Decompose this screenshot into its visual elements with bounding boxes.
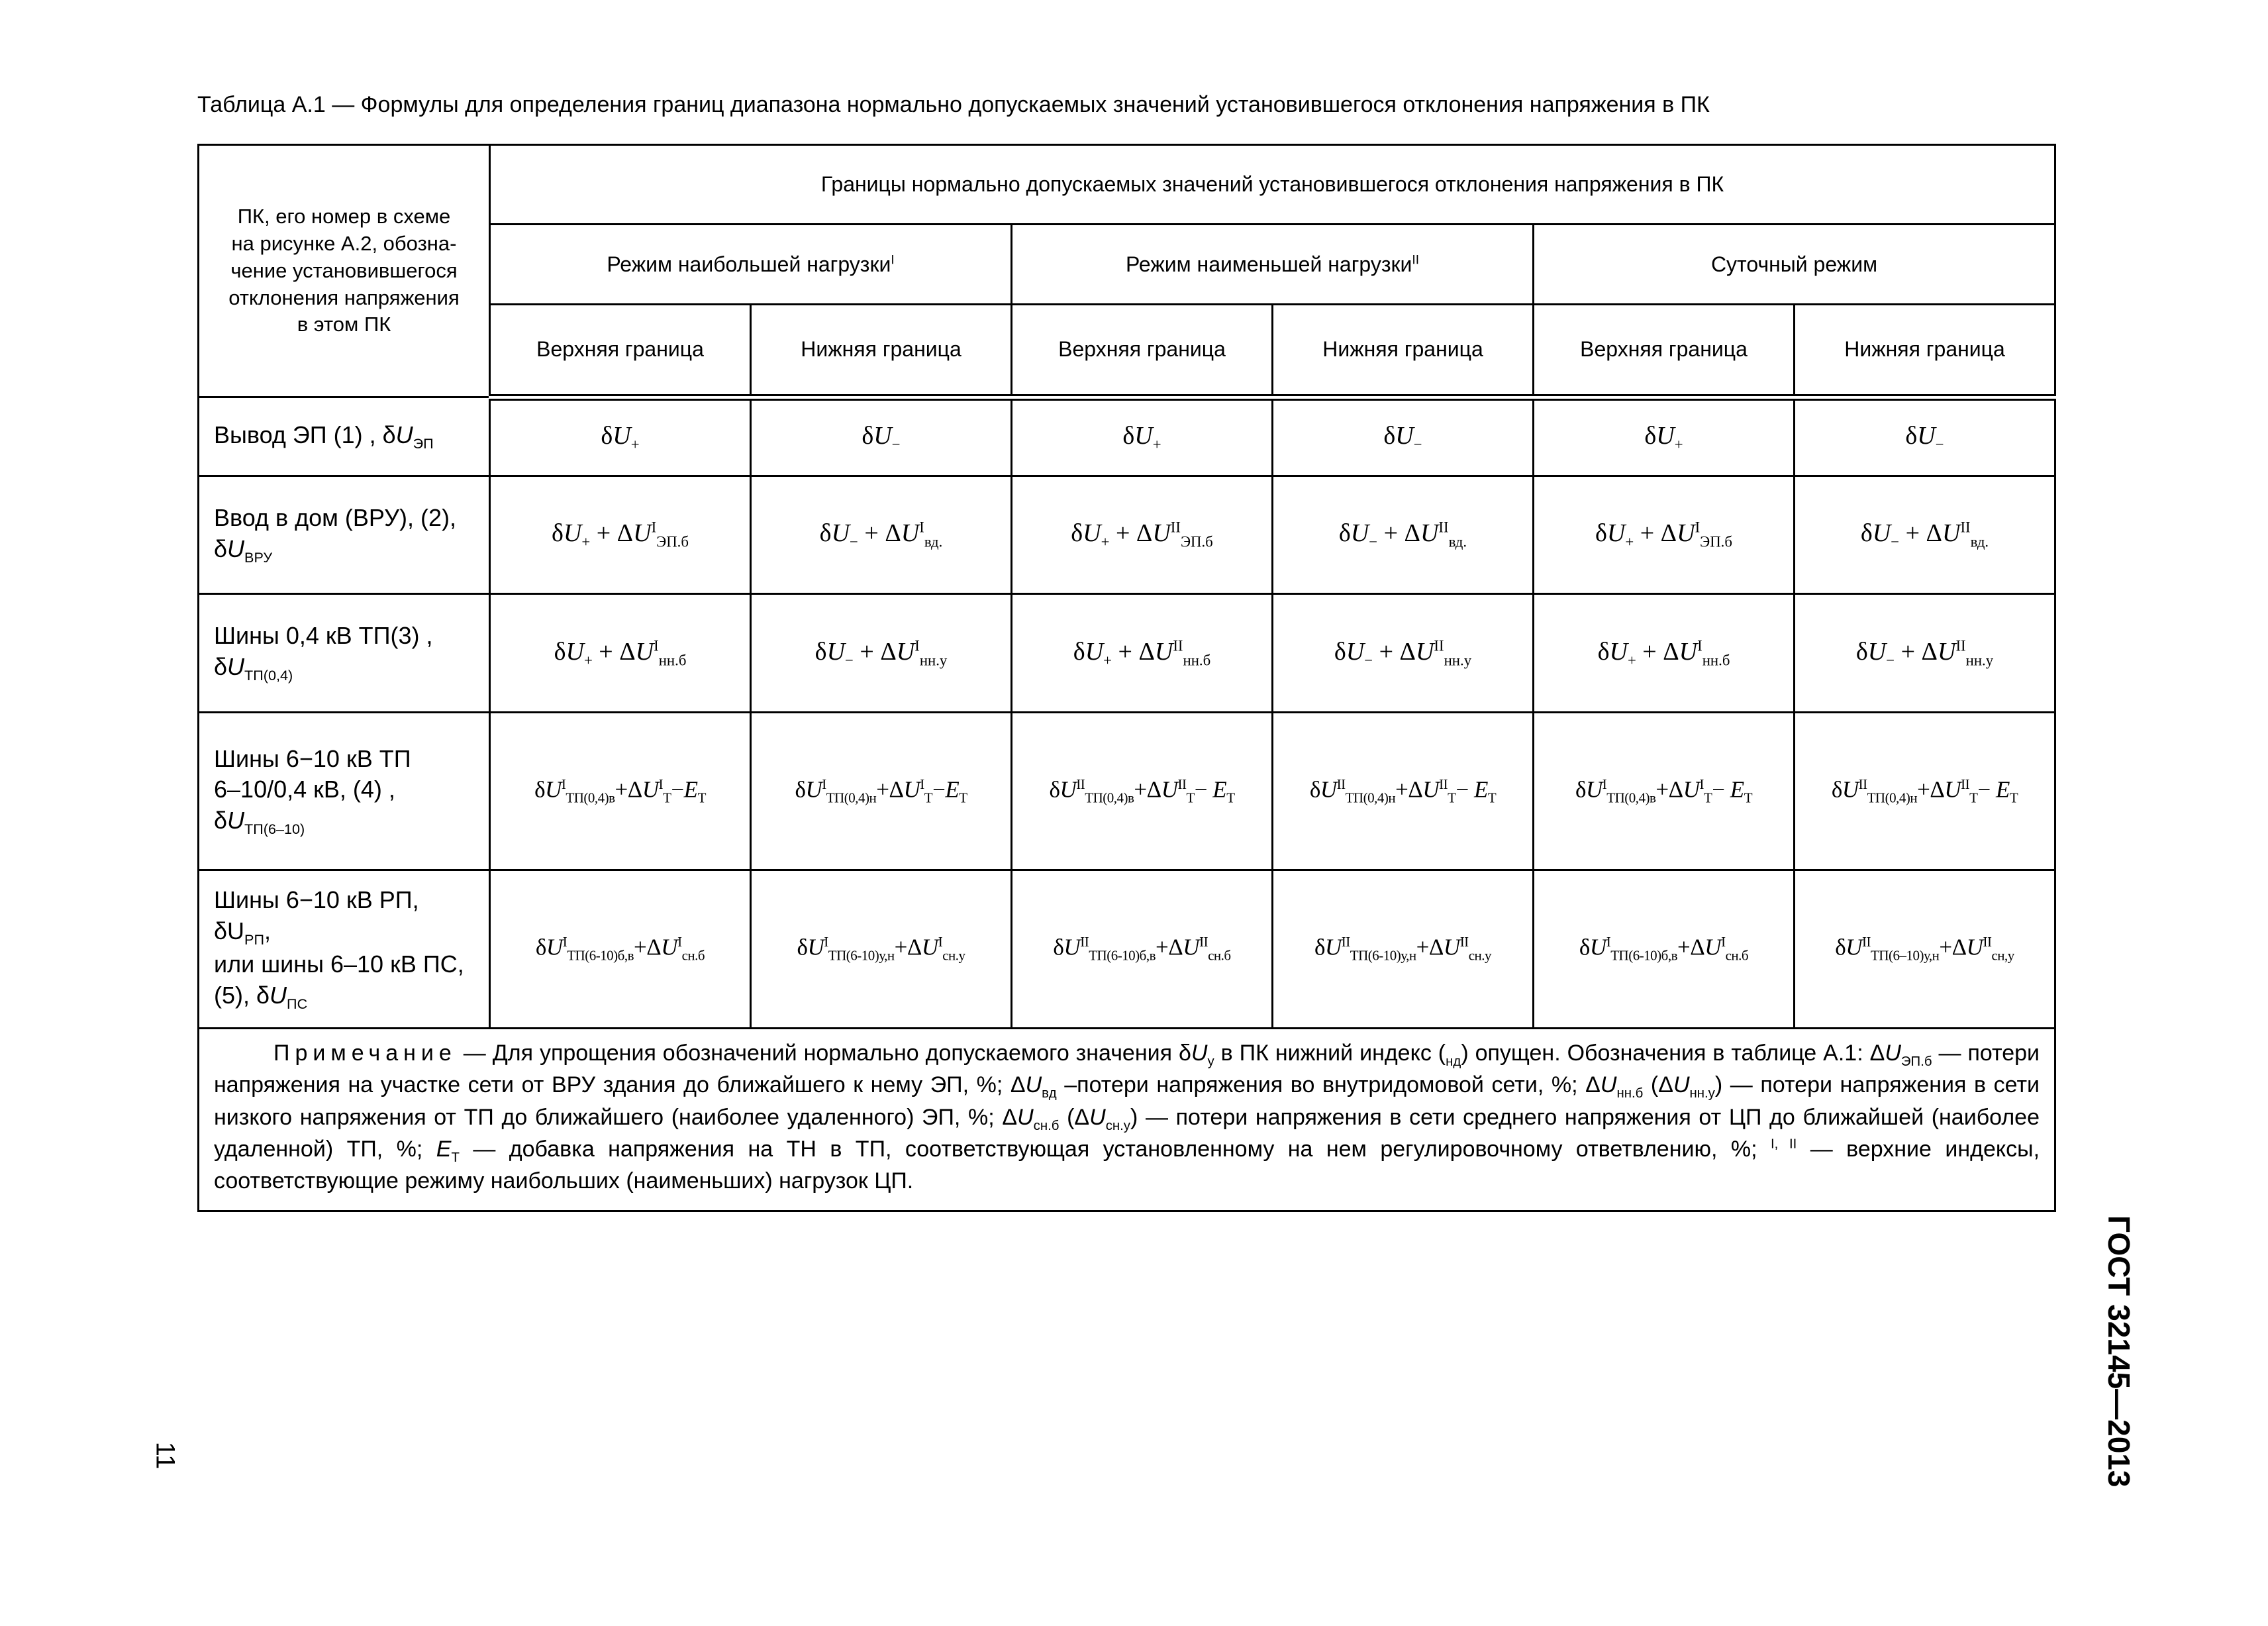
row-label: Вывод ЭП (1) , $\delta U_{ЭП}$ <box>199 397 490 476</box>
upper-bound-header: Верхняя граница <box>1012 304 1273 397</box>
formula-cell: $\delta U^I_{ТП(0,4)н}+\Delta U^I_Т-E_Т$ <box>751 712 1012 870</box>
corner-line: ПК, его номер в схеме <box>237 204 451 228</box>
formula-cell: $\delta U_+ + \Delta U^I_{нн.б}$ <box>1534 594 1795 713</box>
formula-cell: $\delta U_+ + \Delta U^I_{ЭП.б}$ <box>1534 476 1795 594</box>
formula-cell: $\delta U_- + \Delta U^I_{нн.у}$ <box>751 594 1012 713</box>
note-lead: Примечание <box>273 1041 457 1066</box>
corner-line: отклонения напряжения <box>228 285 460 309</box>
mode-min-header: Режим наименьшей нагрузки$^{II}$ <box>1012 225 1534 304</box>
formula-cell: $\delta U_+ + \Delta U^{II}_{ЭП.б}$ <box>1012 476 1273 594</box>
group-header: Границы нормально допускаемых значений установившегося отклонения напряжения в ПК <box>490 145 2055 225</box>
formula-cell: $\delta U_-$ <box>1273 397 1534 476</box>
formula-cell: $\delta U^I_{ТП(6-10)б,в}+\Delta U^I_{сн.б}$ <box>490 870 751 1029</box>
lower-bound-header: Нижняя граница <box>751 304 1012 397</box>
corner-line: в этом ПК <box>297 313 391 336</box>
row-label: Шины 6−10 кВ ТП 6–10/0,4 кВ, (4) , $\delta U_{ТП(6-10)}$ <box>199 712 490 870</box>
mode-max-header: Режим наибольшей нагрузки$^I$ <box>490 225 1012 304</box>
lower-bound-header: Нижняя граница <box>1273 304 1534 397</box>
formula-cell: $\delta U_- + \Delta U^{II}_{нн.у}$ <box>1795 594 2055 713</box>
formula-cell: $\delta U^I_{ТП(6-10)б,в}+\Delta U^I_{сн.б}$ <box>1534 870 1795 1029</box>
formula-cell: $\delta U_- + \Delta U^{II}_{нн.у}$ <box>1273 594 1534 713</box>
formula-cell: $\delta U^{II}_{ТП(0,4)н}+\Delta U^{II}_Т- E_Т$ <box>1273 712 1534 870</box>
formula-cell: $\delta U^{II}_{ТП(0,4)в}+\Delta U^{II}_Т- E_Т$ <box>1012 712 1273 870</box>
table-caption: Таблица А.1 — Формулы для определения границ диапазона нормально допускаемых значений установившегося отклонения напряжения в ПК <box>197 92 1710 117</box>
formula-cell: $\delta U_-$ <box>1795 397 2055 476</box>
formula-cell: $\delta U_+ + \Delta U^{II}_{нн.б}$ <box>1012 594 1273 713</box>
corner-line: чение установившегося <box>230 258 458 282</box>
row-label: Ввод в дом (ВРУ), (2), $\delta U_{ВРУ}$ <box>199 476 490 594</box>
formula-cell: $\delta U^I_{ТП(0,4)в}+\Delta U^I_Т-E_Т$ <box>490 712 751 870</box>
corner-line: на рисунке А.2, обозна- <box>231 231 457 255</box>
page-number: 11 <box>150 1441 180 1470</box>
lower-bound-header: Нижняя граница <box>1795 304 2055 397</box>
document-code: ГОСТ 32145—2013 <box>2102 1215 2136 1488</box>
formula-cell: $\delta U^{II}_{ТП(6-10)б,в}+\Delta U^{II}_{сн.б}$ <box>1012 870 1273 1029</box>
upper-bound-header: Верхняя граница <box>490 304 751 397</box>
formula-cell: $\delta U^{II}_{ТП(6-10)у,н}+\Delta U^{II}_{сн,у}$ <box>1795 870 2055 1029</box>
formula-cell: $\delta U_+ + \Delta U^I_{нн.б}$ <box>490 594 751 713</box>
row-label: Шины 6−10 кВ РП, $\delta U_{РП}$, или шины 6–10 кВ ПС, (5), $\delta U_{ПС}$ <box>199 870 490 1029</box>
corner-header <box>199 145 490 397</box>
formula-cell: $\delta U_+$ <box>490 397 751 476</box>
formula-cell: $\delta U^I_{ТП(6-10)у,н}+\Delta U^I_{сн.у}$ <box>751 870 1012 1029</box>
formula-cell: $\delta U_+ + \Delta U^I_{ЭП.б}$ <box>490 476 751 594</box>
formula-cell: $\delta U_- + \Delta U^I_{вд.}$ <box>751 476 1012 594</box>
formula-cell: $\delta U_-$ <box>751 397 1012 476</box>
formula-cell: $\delta U_- + \Delta U^{II}_{вд.}$ <box>1273 476 1534 594</box>
formula-cell: $\delta U^{II}_{ТП(0,4)н}+\Delta U^{II}_Т- E_Т$ <box>1795 712 2055 870</box>
formula-cell: $\delta U^{II}_{ТП(6-10)у,н}+\Delta U^{II}_{сн.у}$ <box>1273 870 1534 1029</box>
formula-cell: $\delta U_+$ <box>1012 397 1273 476</box>
voltage-deviation-table <box>197 144 2056 1212</box>
table-note: Примечание — Для упрощения обозначений нормально допускаемого значения $\delta U_у$ в ПК нижний индекс $(_{нд})$ опущен. Обозначения в таблице А.1: $\Delta U_{ЭП.б}$ — потери напряжения на участке сети от ВРУ здания до ближайшего к нему ЭП, %; $\Delta U_{вд}$ –потери напряжения во внутридомовой сети, %; $\Delta U_{нн.б}$ $(\Delta U_{нн.у})$ — потери напряжения в сети низкого напряжения от ТП до ближайшего (наиболее удаленного) ЭП, %; $\Delta U_{сн.б}$ $(\Delta U_{сн.у})$ — потери напряжения в сети среднего напряжения от ЦП до ближайшей (наиболее удаленной) ТП, %; $E_Т$ — добавка напряжения на ТН в ТП, соответствующая установленному на нем регулировочному ответвлению, %; $^{I, II}$ — верхние индексы, соответствующие режиму наибольших (наименьших) нагрузок ЦП. <box>199 1029 2055 1211</box>
mode-day-header: Суточный режим <box>1534 225 2055 304</box>
formula-cell: $\delta U_- + \Delta U^{II}_{вд.}$ <box>1795 476 2055 594</box>
row-label: Шины 0,4 кВ ТП(3) , $\delta U_{ТП(0,4)}$ <box>199 594 490 713</box>
upper-bound-header: Верхняя граница <box>1534 304 1795 397</box>
formula-cell: $\delta U_+$ <box>1534 397 1795 476</box>
formula-cell: $\delta U^I_{ТП(0,4)в}+\Delta U^I_Т- E_Т$ <box>1534 712 1795 870</box>
